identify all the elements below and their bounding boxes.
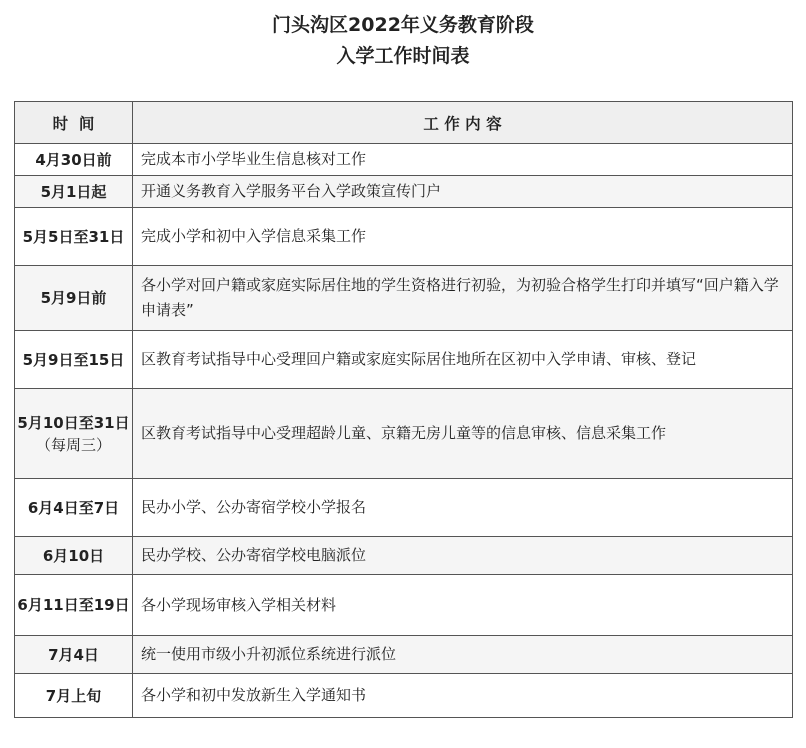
row-time-text: 7月上旬: [45, 686, 102, 705]
row-time-text: 5月9日至15日: [22, 350, 125, 369]
table-row: [15, 389, 793, 479]
table-row: [15, 674, 793, 718]
row-content: 统一使用市级小升初派位系统进行派位: [133, 636, 793, 674]
row-time: [15, 208, 133, 266]
row-time: [15, 674, 133, 718]
row-time-text: 5月5日至31日: [22, 227, 125, 246]
row-content: 民办学校、公办寄宿学校电脑派位: [133, 537, 793, 575]
table-row: [15, 575, 793, 636]
table-row: [15, 479, 793, 537]
page-title: 门头沟区2022年义务教育阶段: [272, 14, 534, 36]
row-time-text: 4月30日前: [35, 150, 112, 169]
row-time-text: 6月11日至19日: [17, 596, 130, 614]
row-time-text: 5月9日前: [40, 289, 107, 307]
row-time-note: （每周三）: [35, 435, 111, 454]
row-time-text: 6月4日至7日: [27, 498, 120, 517]
row-content: 完成小学和初中入学信息采集工作: [133, 208, 793, 266]
row-time: [15, 266, 133, 331]
row-time: [15, 144, 133, 176]
row-content: 开通义务教育入学服务平台入学政策宣传门户: [133, 176, 793, 208]
table-row: [15, 266, 793, 331]
row-time-text: 7月4日: [48, 645, 99, 664]
table-row: [15, 636, 793, 674]
row-content: 民办小学、公办寄宿学校小学报名: [133, 479, 793, 537]
table-row: [15, 176, 793, 208]
header-time: 时 间: [15, 102, 133, 144]
table-header-row: [15, 102, 793, 144]
table-row: [15, 144, 793, 176]
page-subtitle: 入学工作时间表: [336, 45, 470, 67]
row-content: 区教育考试指导中心受理回户籍或家庭实际居住地所在区初中入学申请、审核、登记: [133, 331, 793, 389]
row-content: 各小学对回户籍或家庭实际居住地的学生资格进行初验，为初验合格学生打印并填写“回户籍入学申请表”: [133, 266, 793, 331]
row-time: [15, 176, 133, 208]
table-row: [15, 208, 793, 266]
row-time-text: 5月1日起: [40, 182, 107, 201]
row-time: [15, 479, 133, 537]
table-row: [15, 537, 793, 575]
row-time: [15, 389, 133, 479]
row-time: [15, 331, 133, 389]
row-content: 各小学和初中发放新生入学通知书: [133, 674, 793, 718]
row-time: [15, 575, 133, 636]
row-time: [15, 537, 133, 575]
row-content: 完成本市小学毕业生信息核对工作: [133, 144, 793, 176]
row-time: [15, 636, 133, 674]
schedule-table: [14, 101, 793, 718]
row-time-text: 5月10日至31日: [17, 413, 130, 432]
row-content: 各小学现场审核入学相关材料: [133, 575, 793, 636]
row-content: 区教育考试指导中心受理超龄儿童、京籍无房儿童等的信息审核、信息采集工作: [133, 389, 793, 479]
table-row: [15, 331, 793, 389]
row-time-text: 6月10日: [42, 546, 105, 565]
header-content: 工 作 内 容: [133, 102, 793, 144]
